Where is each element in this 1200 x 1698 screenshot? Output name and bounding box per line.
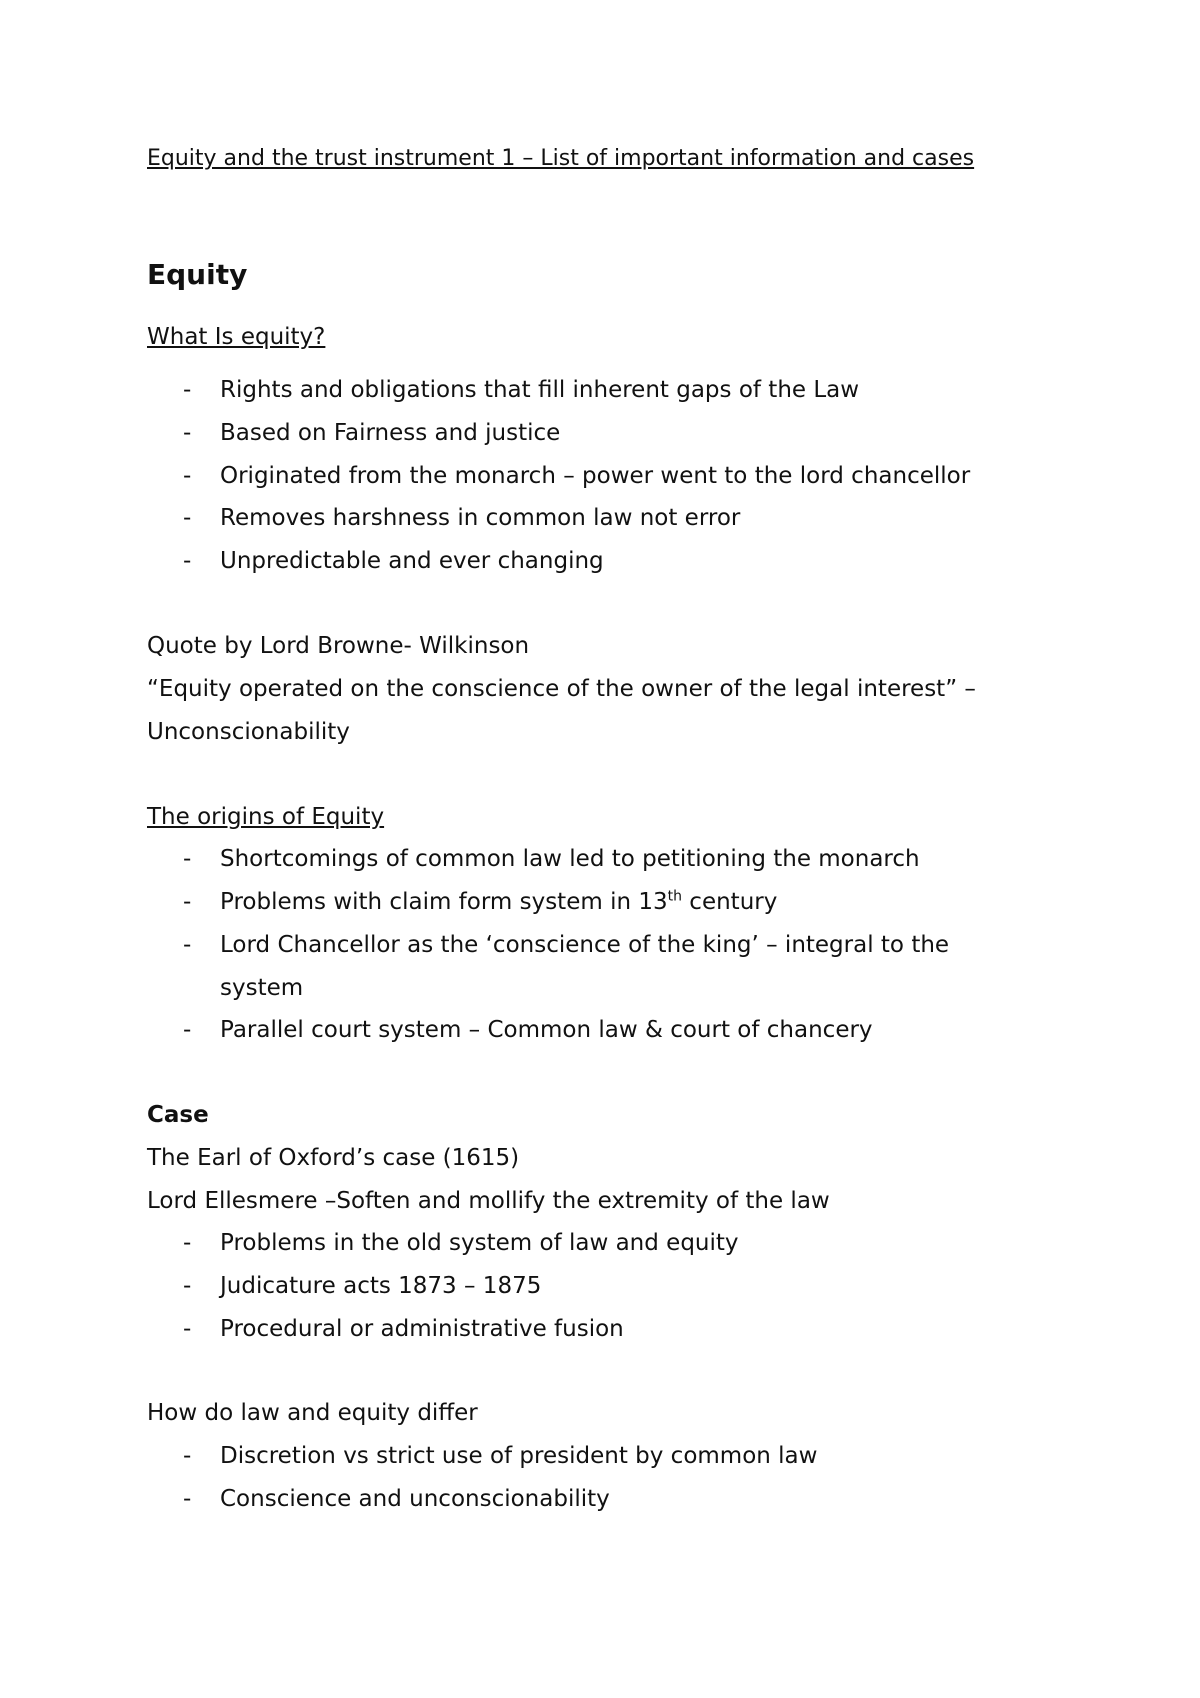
section-heading-origins: The origins of Equity [147, 804, 385, 830]
list-item: Procedural or administrative fusion [220, 1316, 624, 1342]
quote-text-line-1: “Equity operated on the conscience of the owner of the legal interest” – [147, 676, 976, 702]
bullet-marker: - [183, 463, 192, 489]
case-note: Lord Ellesmere –Soften and mollify the extremity of the law [147, 1188, 830, 1214]
quote-attribution: Quote by Lord Browne- Wilkinson [147, 633, 530, 659]
case-name: The Earl of Oxford’s case (1615) [147, 1145, 520, 1171]
bullet-marker: - [183, 1486, 192, 1512]
bullet-marker: - [183, 846, 192, 872]
quote-text-line-2: Unconscionability [147, 719, 350, 745]
bullet-marker: - [183, 505, 192, 531]
list-item: Unpredictable and ever changing [220, 548, 604, 574]
list-item-text: century [682, 889, 778, 915]
heading-equity: Equity [147, 258, 248, 291]
section-heading-what-is-equity: What Is equity? [147, 324, 326, 350]
list-item: Originated from the monarch – power went to the lord chancellor [220, 463, 971, 489]
bullet-marker: - [183, 932, 192, 958]
section-heading-case: Case [147, 1102, 209, 1128]
list-item: Rights and obligations that fill inherent gaps of the Law [220, 377, 860, 403]
bullet-marker: - [183, 377, 192, 403]
section-heading-differ: How do law and equity differ [147, 1400, 478, 1426]
bullet-marker: - [183, 1316, 192, 1342]
list-item: Removes harshness in common law not error [220, 505, 741, 531]
list-item: Conscience and unconscionability [220, 1486, 610, 1512]
list-item: Discretion vs strict use of president by common law [220, 1443, 818, 1469]
document-title: Equity and the trust instrument 1 – List of important information and cases [147, 146, 975, 171]
bullet-marker: - [183, 1230, 192, 1256]
bullet-marker: - [183, 889, 192, 915]
bullet-marker: - [183, 1273, 192, 1299]
bullet-marker: - [183, 548, 192, 574]
bullet-marker: - [183, 420, 192, 446]
list-item: Lord Chancellor as the ‘conscience of the king’ – integral to the [220, 932, 950, 958]
list-item: Judicature acts 1873 – 1875 [220, 1273, 542, 1299]
superscript-ordinal: th [667, 888, 682, 905]
bullet-marker: - [183, 1443, 192, 1469]
list-item: Based on Fairness and justice [220, 420, 561, 446]
list-item-continuation: system [220, 975, 304, 1001]
list-item: Shortcomings of common law led to petitioning the monarch [220, 846, 920, 872]
bullet-marker: - [183, 1017, 192, 1043]
list-item: Parallel court system – Common law & court of chancery [220, 1017, 873, 1043]
list-item [220, 887, 777, 917]
list-item-text: Problems with claim form system in 13 [220, 889, 668, 915]
list-item: Problems in the old system of law and equity [220, 1230, 739, 1256]
